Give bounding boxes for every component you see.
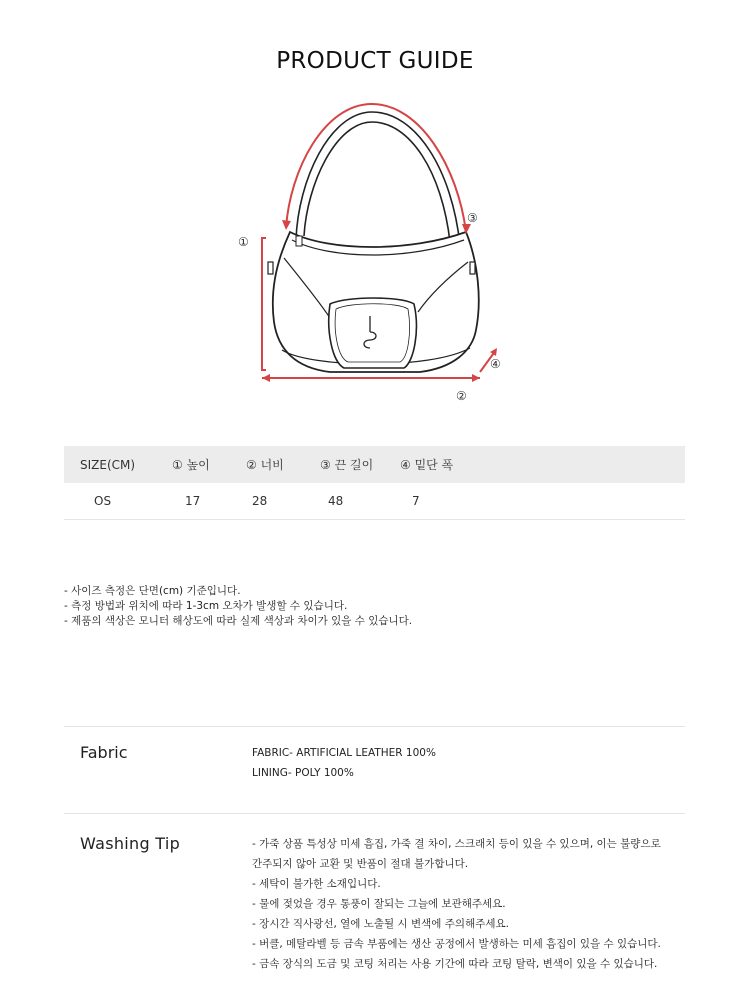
cell-width: 28: [252, 494, 268, 508]
cell-height: 17: [185, 494, 201, 508]
header-strap-length: ③ 끈 길이: [320, 458, 374, 472]
marker-strap: ③: [467, 211, 478, 225]
page-title: PRODUCT GUIDE: [276, 48, 474, 74]
marker-height: ①: [238, 235, 249, 249]
note-line: - 사이즈 측정은 단면(cm) 기준입니다.: [64, 585, 241, 597]
table-row: [64, 483, 685, 520]
cell-size: OS: [94, 494, 112, 508]
washing-line: - 장시간 직사광선, 열에 노출될 시 변색에 주의해주세요.: [252, 918, 509, 930]
marker-width: ②: [456, 389, 467, 403]
washing-section: [64, 813, 685, 984]
note-line: - 제품의 색상은 모니터 해상도에 따라 실제 색상과 차이가 있을 수 있습니다.: [64, 615, 413, 627]
fabric-section: [64, 726, 685, 814]
size-table-header: [64, 446, 685, 483]
cell-strap-length: 48: [328, 494, 344, 508]
bag-strap-inner: [304, 122, 450, 242]
header-height: ① 높이: [172, 458, 210, 472]
washing-line: - 가죽 상품 특성상 미세 흠집, 가죽 결 차이, 스크래치 등이 있을 수 있으며, 이는 불량으로: [252, 838, 661, 850]
width-measure-arrowhead-left: [262, 374, 270, 382]
strap-measure-arrowhead-left: [282, 220, 291, 230]
washing-line: - 물에 젖었을 경우 통풍이 잘되는 그늘에 보관해주세요.: [252, 898, 506, 910]
fabric-details: [252, 743, 436, 783]
header-width: ② 너비: [246, 458, 284, 472]
cell-bottom-width: 7: [412, 494, 420, 508]
height-measure-line: [262, 238, 266, 370]
washing-line: - 버클, 메탈라벨 등 금속 부품에는 생산 공정에서 발생하는 미세 흠집이 있을 수 있습니다.: [252, 938, 661, 950]
washing-details: [252, 834, 661, 974]
bag-measurement-diagram: [220, 100, 520, 410]
bag-side-tab-left: [268, 262, 273, 274]
bag-zipper-pull: [296, 236, 302, 246]
bag-side-tab-right: [470, 262, 475, 274]
bag-front-flap: [329, 298, 417, 368]
fabric-label: Fabric: [80, 743, 128, 762]
marker-bottom: ④: [490, 357, 501, 371]
fabric-line: FABRIC- ARTIFICIAL LEATHER 100%: [252, 747, 436, 759]
note-line: - 측정 방법과 위치에 따라 1-3cm 오차가 발생할 수 있습니다.: [64, 600, 348, 612]
washing-line: - 금속 장식의 도금 및 코팅 처리는 사용 기간에 따라 코팅 탈락, 변색이 있을 수 있습니다.: [252, 958, 658, 970]
washing-line: 간주되지 않아 교환 및 반품이 절대 불가합니다.: [252, 858, 469, 870]
size-notes: [64, 584, 412, 629]
width-measure-arrowhead-right: [472, 374, 480, 382]
washing-line: - 세탁이 불가한 소재입니다.: [252, 878, 381, 890]
washing-label: Washing Tip: [80, 834, 181, 853]
size-table: [64, 446, 685, 520]
header-bottom-width: ④ 밑단 폭: [400, 458, 454, 472]
header-size: SIZE(CM): [80, 457, 136, 472]
fabric-line: LINING- POLY 100%: [252, 767, 354, 779]
